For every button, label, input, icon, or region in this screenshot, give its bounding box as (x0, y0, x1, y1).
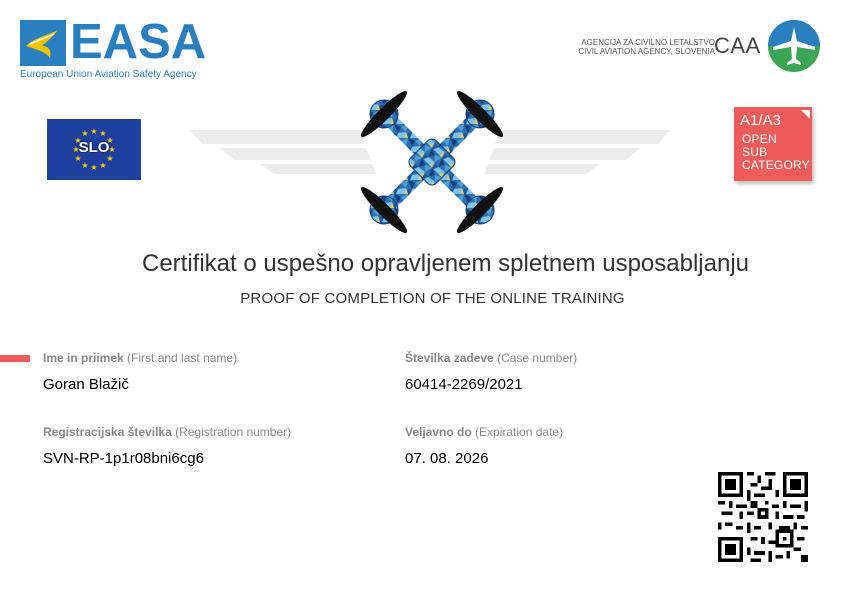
category-line-2: SUB (742, 145, 768, 159)
svg-text:★: ★ (72, 145, 80, 154)
easa-tagline: European Union Aviation Safety Agency (20, 69, 197, 80)
svg-text:★: ★ (108, 145, 116, 154)
svg-text:★: ★ (74, 136, 82, 145)
expiry-label-en: (Expiration date) (475, 425, 564, 439)
expiry-label (405, 425, 563, 439)
category-code: A1/A3 (740, 112, 781, 129)
svg-text:★: ★ (81, 129, 89, 138)
caa-abbreviation: CAA (714, 33, 761, 58)
case-label (405, 351, 577, 365)
flag-country-code: SLO (78, 139, 110, 156)
name-value: Goran Blažič (43, 376, 129, 393)
svg-text:★: ★ (74, 154, 82, 163)
svg-text:★: ★ (81, 161, 89, 170)
expiry-value: 07. 08. 2026 (405, 450, 489, 467)
registration-label-sl: Registracijska številka (43, 425, 172, 439)
registration-label (43, 425, 291, 439)
caa-line-2: CIVIL AVIATION AGENCY, SLOVENIA (578, 47, 715, 56)
easa-logo (20, 15, 210, 82)
airplane-circle-icon (767, 19, 821, 73)
certificate-title: Certifikat o uspešno opravljenem spletnem usposabljanju (141, 250, 749, 277)
svg-text:★: ★ (99, 129, 107, 138)
svg-text:★: ★ (106, 136, 114, 145)
svg-text:★: ★ (99, 161, 107, 170)
svg-text:★: ★ (90, 127, 98, 136)
category-badge (734, 107, 812, 181)
registration-label-en: (Registration number) (175, 425, 292, 439)
easa-logo-text: EASA (70, 15, 207, 69)
category-line-1: OPEN (742, 132, 777, 146)
certificate-subtitle: PROOF OF COMPLETION OF THE ONLINE TRAINING (240, 290, 625, 307)
svg-text:★: ★ (90, 163, 98, 172)
easa-bird-logo-icon (20, 20, 66, 66)
badge-corner-icon (801, 110, 810, 119)
category-line-3: CATEGORY (742, 158, 810, 172)
eu-flag-icon (47, 119, 141, 180)
name-label-sl: Ime in priimek (43, 351, 124, 365)
expiry-label-sl: Veljavno do (405, 425, 472, 439)
case-label-en: (Case number) (497, 351, 578, 365)
name-label (43, 351, 237, 365)
name-label-en: (First and last name) (127, 351, 238, 365)
case-label-sl: Številka zadeve (405, 351, 494, 365)
quadcopter-drone-icon (352, 82, 512, 242)
qr-code (718, 472, 808, 562)
case-value: 60414-2269/2021 (405, 376, 523, 393)
caa-line-1: AGENCIJA ZA CIVILNO LETALSTVO (581, 38, 715, 47)
red-marker (0, 355, 30, 362)
registration-value: SVN-RP-1p1r08bni6cg6 (43, 450, 204, 467)
svg-text:★: ★ (106, 154, 114, 163)
